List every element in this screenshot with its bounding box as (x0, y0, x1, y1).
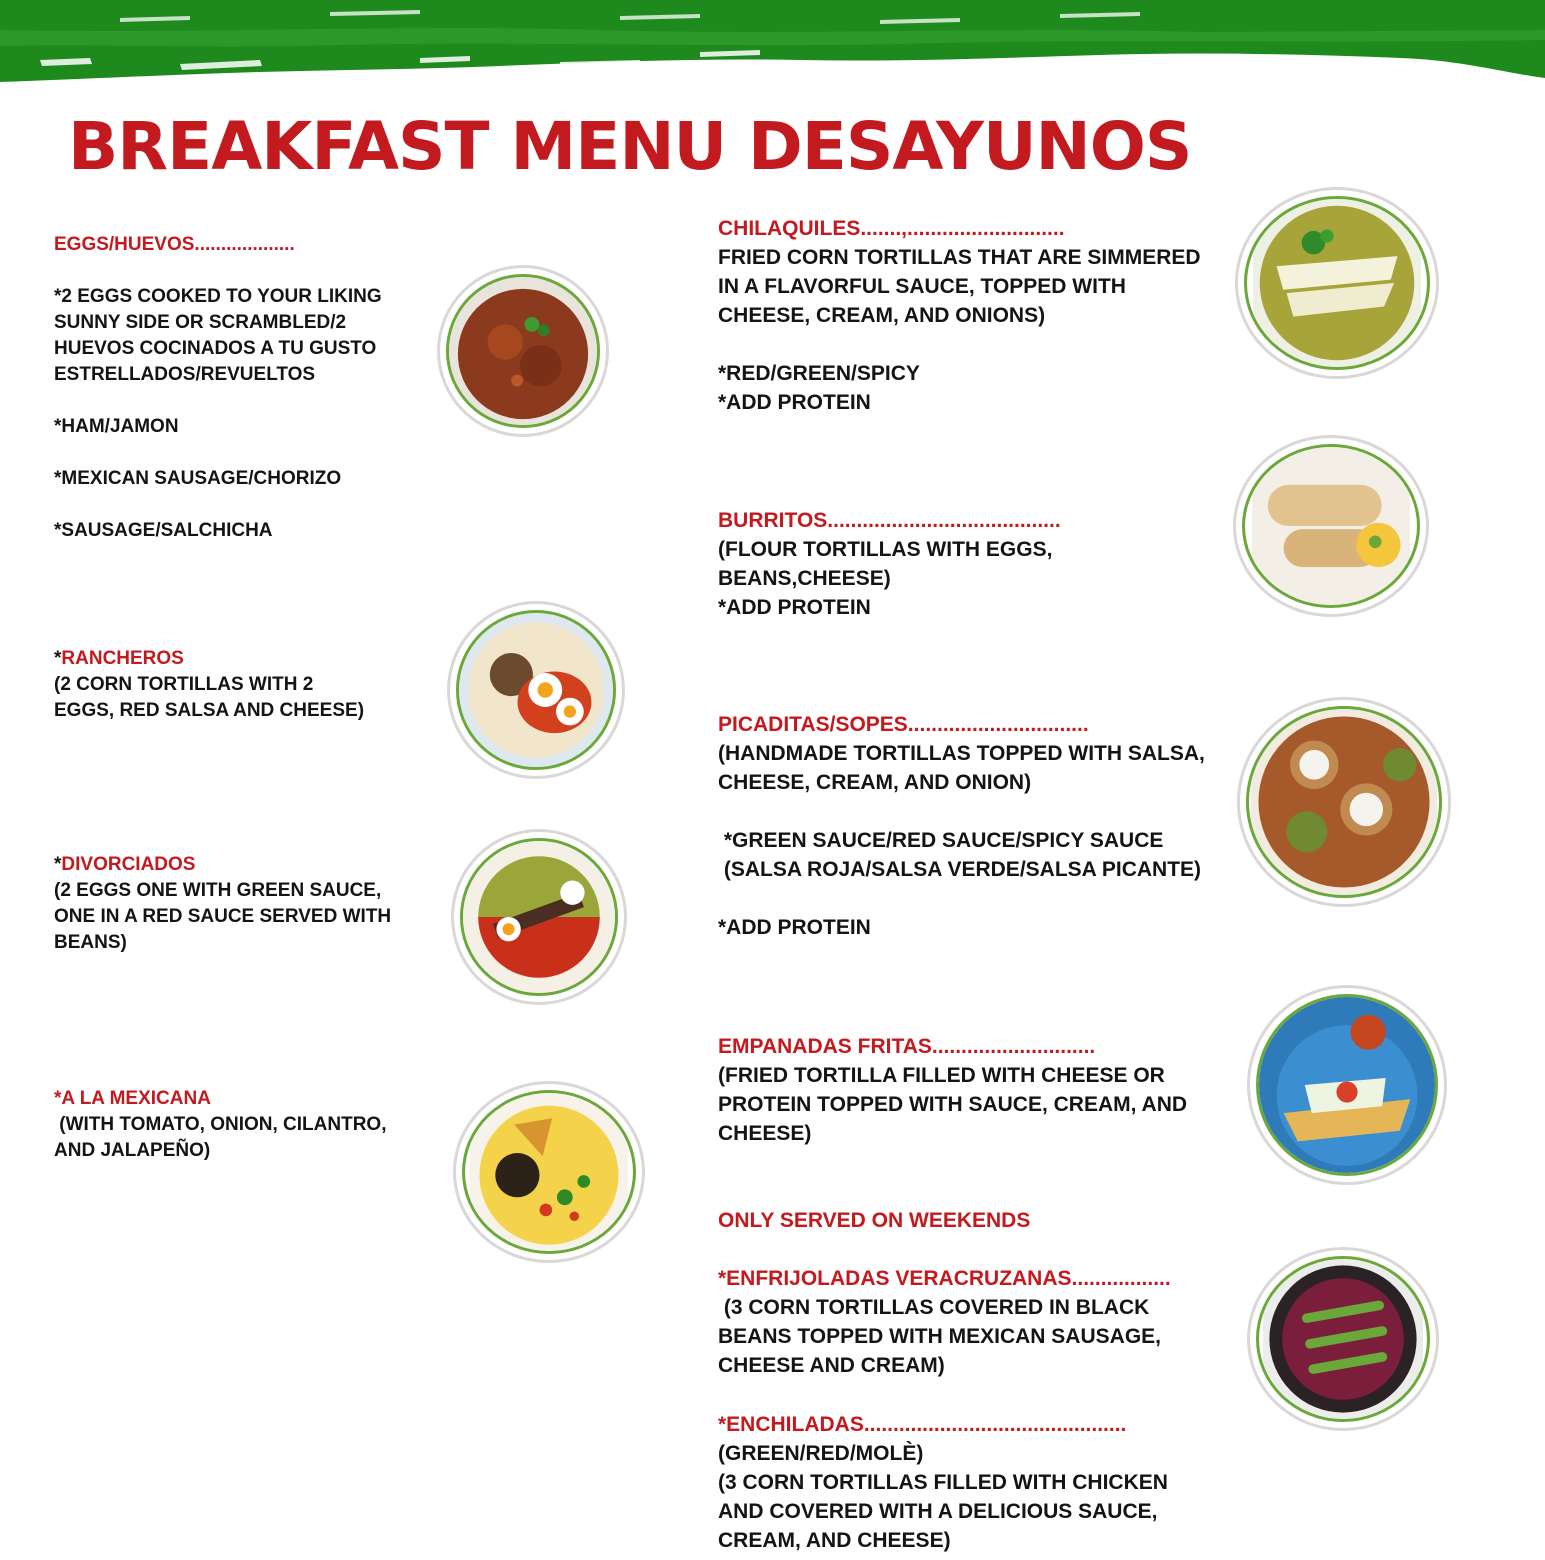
rancheros-star: * (54, 648, 62, 669)
burritos-desc-line: BEANS,CHEESE) (718, 567, 891, 590)
divorciados-desc-line: (2 EGGS ONE WITH GREEN SAUCE, (54, 880, 382, 901)
green-brush-header (0, 0, 1545, 110)
burritos-desc-line: (FLOUR TORTILLAS WITH EGGS, (718, 538, 1053, 561)
divorciados-section (54, 852, 391, 956)
chorizo-eggs-photo (446, 274, 600, 428)
enfrijoladas-heading: *ENFRIJOLADAS VERACRUZANAS................. (718, 1267, 1171, 1290)
title-desayunos: DESAYUNOS (748, 108, 1192, 185)
chilaquiles-option: *RED/GREEN/SPICY (718, 362, 920, 385)
enfrijoladas-desc-line: CHEESE AND CREAM) (718, 1354, 945, 1377)
eggs-option-ham: *HAM/JAMON (54, 416, 179, 437)
mexicana-heading: *A LA MEXICANA (54, 1088, 211, 1109)
rancheros-desc-line: (2 CORN TORTILLAS WITH 2 (54, 674, 314, 695)
rancheros-photo (456, 610, 616, 770)
mexicana-section (54, 1086, 386, 1164)
chilaquiles-desc-line: CHEESE, CREAM, AND ONIONS) (718, 304, 1046, 327)
enchiladas-desc-line: (GREEN/RED/MOLÈ) (718, 1442, 924, 1465)
rancheros-section (54, 646, 364, 724)
empanadas-desc-line: CHEESE) (718, 1122, 812, 1145)
divorciados-star: * (54, 854, 62, 875)
empanadas-desc-line: PROTEIN TOPPED WITH SAUCE, CREAM, AND (718, 1093, 1188, 1116)
divorciados-heading: DIVORCIADOS (61, 854, 196, 875)
chilaquiles-section (718, 214, 1201, 417)
chilaquiles-desc-line: IN A FLAVORFUL SAUCE, TOPPED WITH (718, 275, 1126, 298)
picaditas-protein: *ADD PROTEIN (718, 916, 871, 939)
eggs-desc-line: ESTRELLADOS/REVUELTOS (54, 364, 316, 385)
enchiladas-desc-line: AND COVERED WITH A DELICIOUS SAUCE, (718, 1500, 1158, 1523)
sopes-photo (1246, 706, 1442, 898)
eggs-option-salchicha: *SAUSAGE/SALCHICHA (54, 520, 273, 541)
chilaquiles-desc-line: FRIED CORN TORTILLAS THAT ARE SIMMERED (718, 246, 1201, 269)
mexicana-desc-line: AND JALAPEÑO) (54, 1140, 211, 1161)
chilaquiles-photo (1244, 196, 1430, 370)
eggs-desc-line: HUEVOS COCINADOS A TU GUSTO (54, 338, 377, 359)
eggs-desc-line: *2 EGGS COOKED TO YOUR LIKING (54, 286, 382, 307)
enchiladas-heading: *ENCHILADAS............................................. (718, 1413, 1127, 1436)
empanadas-photo (1256, 994, 1438, 1176)
empanadas-heading: EMPANADAS FRITAS............................ (718, 1035, 1096, 1058)
enfrijoladas-photo (1256, 1256, 1430, 1422)
weekends-heading: ONLY SERVED ON WEEKENDS (718, 1209, 1031, 1232)
chilaquiles-heading: CHILAQUILES.......,........................... (718, 217, 1065, 240)
burritos-desc-line: *ADD PROTEIN (718, 596, 871, 619)
empanadas-desc-line: (FRIED TORTILLA FILLED WITH CHEESE OR (718, 1064, 1165, 1087)
chilaquiles-option: *ADD PROTEIN (718, 391, 871, 414)
divorciados-desc-line: BEANS) (54, 932, 127, 953)
enchiladas-section (718, 1410, 1168, 1555)
divorciados-photo (460, 838, 618, 996)
enchiladas-desc-line: CREAM, AND CHEESE) (718, 1529, 951, 1552)
picaditas-sauce-line: *GREEN SAUCE/RED SAUCE/SPICY SAUCE (718, 829, 1164, 852)
mexicana-photo (462, 1090, 636, 1254)
rancheros-desc-line: EGGS, RED SALSA AND CHEESE) (54, 700, 365, 721)
eggs-section (54, 232, 382, 544)
picaditas-desc-line: CHEESE, CREAM, AND ONION) (718, 771, 1032, 794)
eggs-option-chorizo: *MEXICAN SAUSAGE/CHORIZO (54, 468, 342, 489)
enfrijoladas-section (718, 1264, 1171, 1380)
picaditas-section (718, 710, 1205, 942)
enfrijoladas-desc-line: (3 CORN TORTILLAS COVERED IN BLACK (718, 1296, 1150, 1319)
rancheros-heading: RANCHEROS (61, 648, 184, 669)
title-breakfast-menu: BREAKFAST MENU (68, 108, 727, 185)
eggs-heading: EGGS/HUEVOS................... (54, 234, 295, 255)
burritos-photo (1242, 444, 1420, 608)
burritos-heading: BURRITOS........................................ (718, 509, 1061, 532)
burritos-section (718, 506, 1061, 622)
divorciados-desc-line: ONE IN A RED SAUCE SERVED WITH (54, 906, 392, 927)
mexicana-desc-line: (WITH TOMATO, ONION, CILANTRO, (54, 1114, 387, 1135)
enfrijoladas-desc-line: BEANS TOPPED WITH MEXICAN SAUSAGE, (718, 1325, 1161, 1348)
picaditas-heading: PICADITAS/SOPES............................... (718, 713, 1089, 736)
picaditas-sauce-line: (SALSA ROJA/SALSA VERDE/SALSA PICANTE) (718, 858, 1202, 881)
empanadas-section (718, 1032, 1187, 1148)
enchiladas-desc-line: (3 CORN TORTILLAS FILLED WITH CHICKEN (718, 1471, 1168, 1494)
picaditas-desc-line: (HANDMADE TORTILLAS TOPPED WITH SALSA, (718, 742, 1205, 765)
weekends-notice (718, 1206, 1030, 1235)
eggs-desc-line: SUNNY SIDE OR SCRAMBLED/2 (54, 312, 347, 333)
